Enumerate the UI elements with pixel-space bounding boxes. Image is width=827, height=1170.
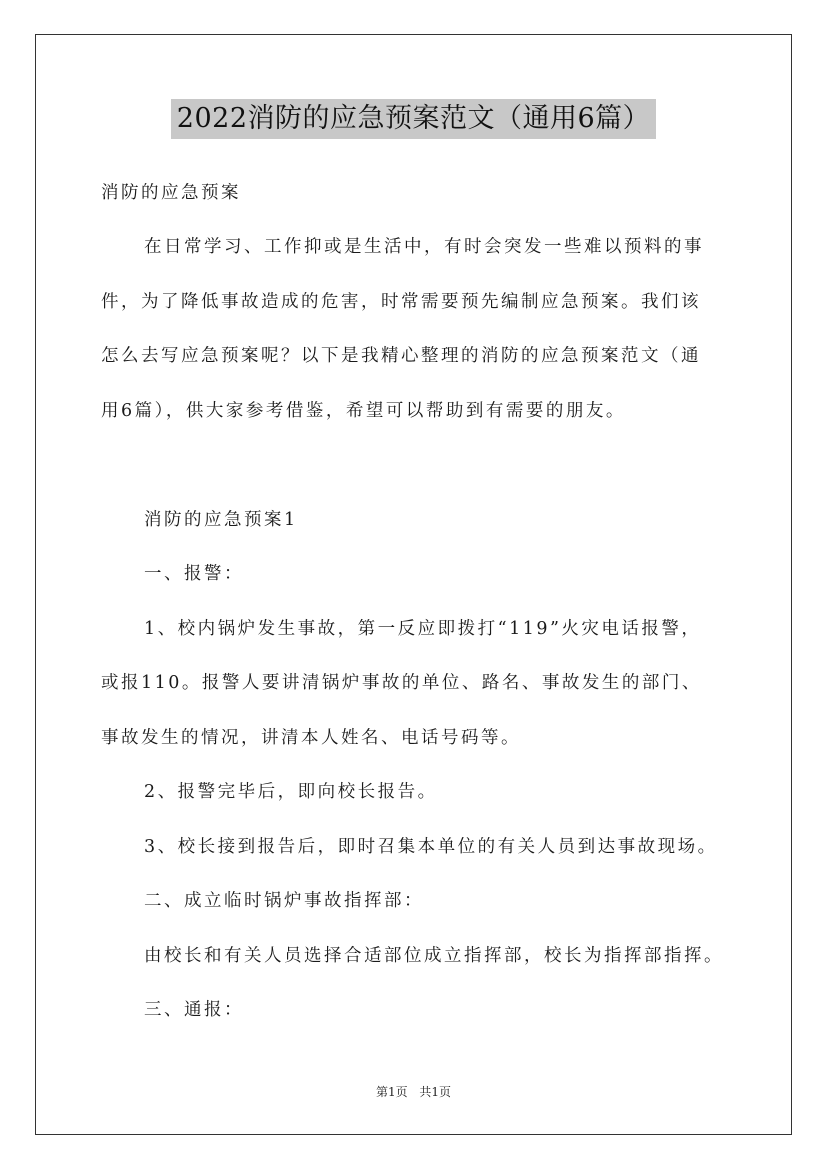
page-total: 共1页 <box>419 1085 452 1099</box>
page-footer <box>0 1084 827 1100</box>
paragraph-line: 在日常学习、工作抑或是生活中，有时会突发一些难以预料的事 <box>144 237 704 257</box>
paragraph-line: 怎么去写应急预案呢？以下是我精心整理的消防的应急预案范文（通 <box>101 346 701 366</box>
paragraph-line: 事故发生的情况，讲清本人姓名、电话号码等。 <box>101 728 521 748</box>
section-heading: 消防的应急预案 <box>101 183 241 203</box>
document-title: 2022消防的应急预案范文（通用6篇） <box>171 99 656 139</box>
paragraph-line: 2、报警完毕后，即向校长报告。 <box>144 782 438 802</box>
page-number: 第1页 <box>375 1085 408 1099</box>
paragraph-line: 或报110。报警人要讲清锅炉事故的单位、路名、事故发生的部门、 <box>101 673 702 693</box>
paragraph-line: 件，为了降低事故造成的危害，时常需要预先编制应急预案。我们该 <box>101 292 701 312</box>
paragraph-line: 用6篇），供大家参考借鉴，希望可以帮助到有需要的朋友。 <box>101 401 626 421</box>
list-heading: 一、报警： <box>144 564 244 584</box>
title-container <box>0 99 827 139</box>
paragraph-line: 由校长和有关人员选择合适部位成立指挥部，校长为指挥部指挥。 <box>144 946 724 966</box>
paragraph-line: 3、校长接到报告后，即时召集本单位的有关人员到达事故现场。 <box>144 837 718 857</box>
list-heading: 二、成立临时锅炉事故指挥部： <box>144 891 424 911</box>
subsection-heading: 消防的应急预案1 <box>144 510 298 530</box>
paragraph-line: 1、校内锅炉发生事故，第一反应即拨打“119”火灾电话报警， <box>144 619 702 639</box>
list-heading: 三、通报： <box>144 1000 244 1020</box>
